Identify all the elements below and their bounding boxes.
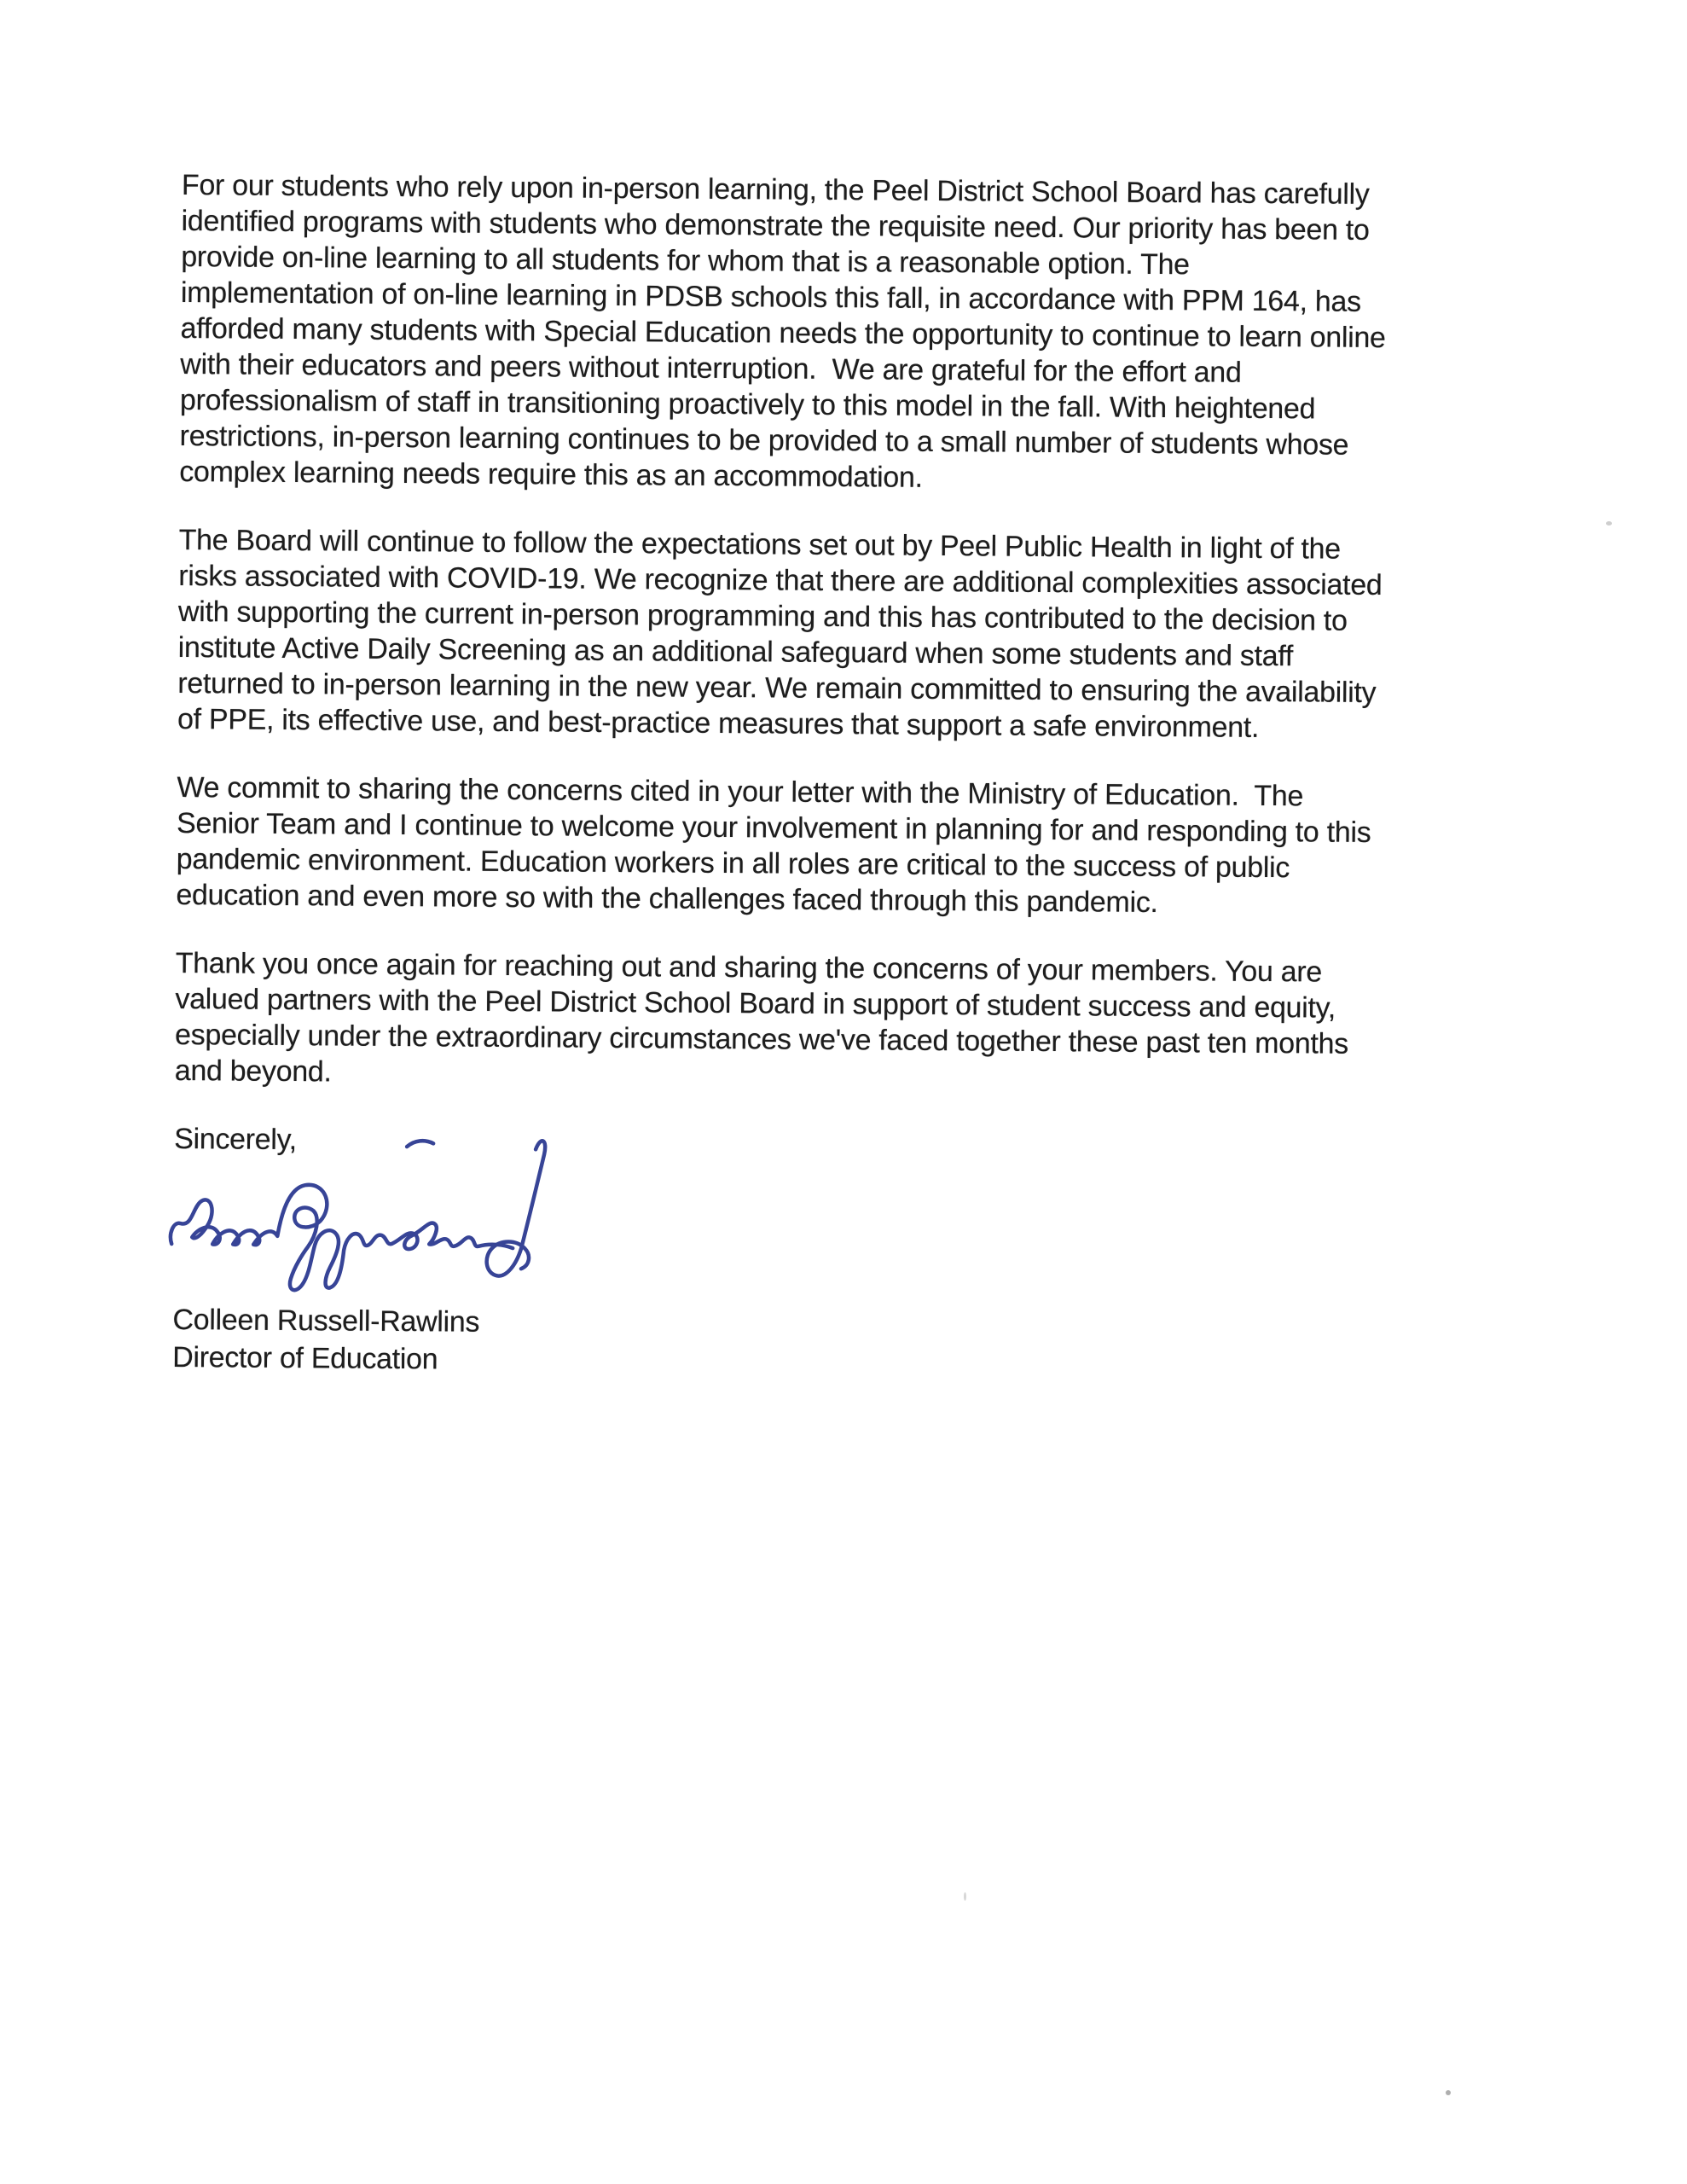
- text-line: professionalism of staff in transitioning proactively to this model in the fall. With heightened: [179, 383, 1316, 426]
- text-line: For our students who rely upon in-person learning, the Peel District School Board has carefully: [181, 169, 1370, 211]
- text-line: complex learning needs require this as an accommodation.: [179, 455, 923, 494]
- text-line: returned to in-person learning in the new year. We remain committed to ensuring the availability: [177, 666, 1377, 710]
- text-line: of PPE, its effective use, and best-practice measures that support a safe environment.: [177, 702, 1260, 744]
- text-line: risks associated with COVID-19. We recognize that there are additional complexities associated: [178, 559, 1383, 602]
- text-line: restrictions, in-person learning continues to be provided to a small number of students whose: [179, 419, 1349, 462]
- text-line: institute Active Daily Screening as an additional safeguard when some students and staff: [177, 630, 1294, 673]
- text-line: with supporting the current in-person programming and this has contributed to the decision to: [177, 595, 1348, 637]
- text-line: valued partners with the Peel District School Board in support of student success and equity,: [175, 982, 1336, 1025]
- scan-speck: [1606, 521, 1612, 526]
- text-line: education and even more so with the challenges faced through this pandemic.: [176, 878, 1158, 920]
- text-line: We commit to sharing the concerns cited in your letter with the Ministry of Education. The: [177, 770, 1304, 813]
- text-line: implementation of on-line learning in PDSB schools this fall, in accordance with PPM 164, has: [180, 276, 1361, 318]
- paragraph-2: [177, 522, 1684, 749]
- paragraph-3: [176, 770, 1682, 925]
- text-line: Thank you once again for reaching out and sharing the concerns of your members. You are: [175, 946, 1323, 989]
- signatory-title: Director of Education: [172, 1340, 438, 1376]
- text-line: The Board will continue to follow the expectations set out by Peel Public Health in light of the: [178, 523, 1342, 566]
- text-line: afforded many students with Special Education needs the opportunity to continue to learn online: [180, 311, 1386, 355]
- text-line: Senior Team and I continue to welcome your involvement in planning for and responding to this: [176, 806, 1371, 849]
- text-line: especially under the extraordinary circumstances we've faced together these past ten months: [174, 1018, 1349, 1060]
- signatory-name: Colleen Russell-Rawlins: [172, 1303, 480, 1339]
- text-line: with their educators and peers without interruption. We are grateful for the effort and: [180, 347, 1242, 389]
- paragraph-1: [179, 167, 1687, 502]
- closing-salutation: Sincerely,: [174, 1122, 298, 1157]
- handwritten-signature-icon: [166, 1133, 577, 1316]
- paragraph-4: [175, 945, 1681, 1101]
- text-line: provide on-line learning to all students for whom that is a reasonable option. The: [181, 240, 1190, 282]
- text-line: pandemic environment. Education workers in all roles are critical to the success of public: [176, 842, 1290, 885]
- text-line: and beyond.: [174, 1054, 332, 1089]
- scan-speck: [1446, 2090, 1451, 2095]
- scan-speck: [964, 1892, 966, 1901]
- text-line: identified programs with students who demonstrate the requisite need. Our priority has been to: [181, 204, 1370, 247]
- signature-block: [173, 1157, 771, 1305]
